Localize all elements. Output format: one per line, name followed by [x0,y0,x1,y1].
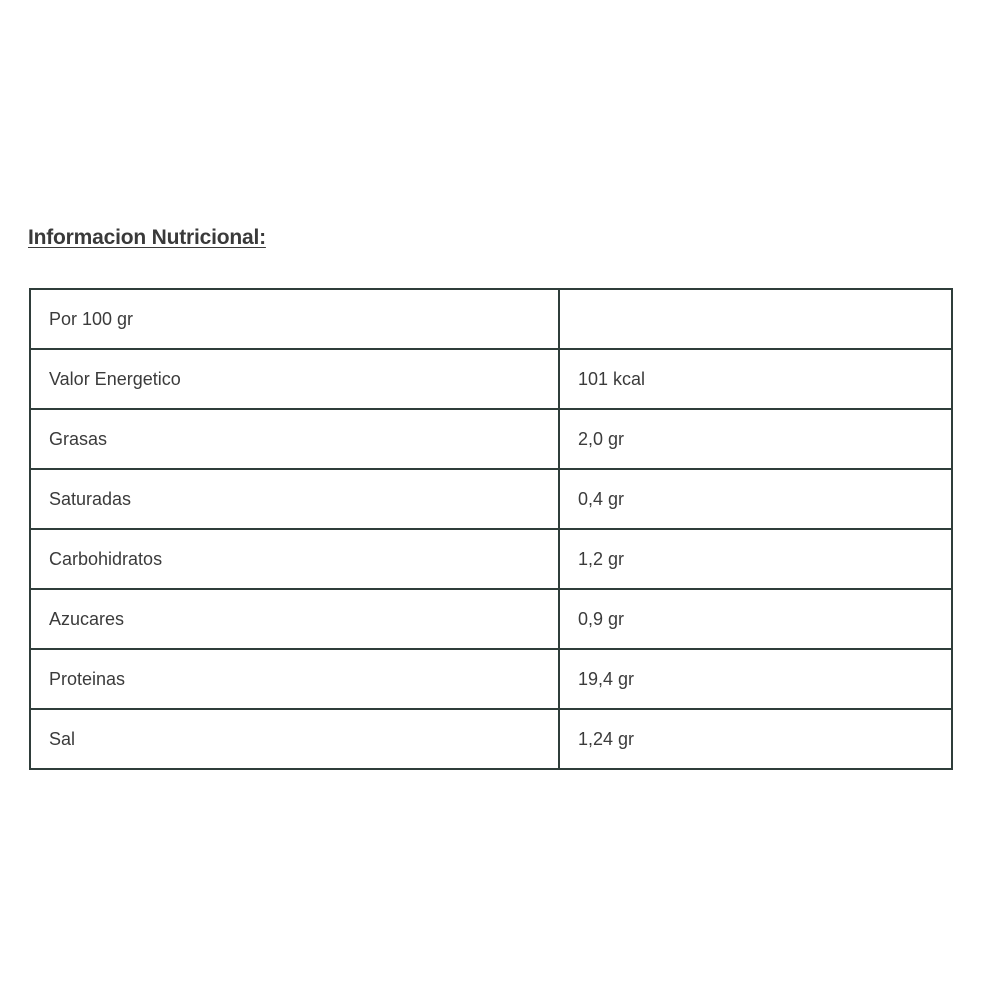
nutrient-label: Valor Energetico [30,349,559,409]
table-row [30,649,952,709]
nutrient-value [559,289,952,349]
nutrient-value: 101 kcal [559,349,952,409]
table-row [30,589,952,649]
nutrient-label: Proteinas [30,649,559,709]
nutrient-label: Por 100 gr [30,289,559,349]
table-row [30,529,952,589]
table-row [30,709,952,769]
nutrient-value: 1,2 gr [559,529,952,589]
table-row [30,409,952,469]
table-row [30,469,952,529]
nutrient-value: 0,9 gr [559,589,952,649]
table-row [30,289,952,349]
nutrient-value: 1,24 gr [559,709,952,769]
nutrient-value: 2,0 gr [559,409,952,469]
nutrient-value: 19,4 gr [559,649,952,709]
nutrient-label: Grasas [30,409,559,469]
nutrient-label: Saturadas [30,469,559,529]
nutrition-heading: Informacion Nutricional: [28,226,266,249]
nutrient-value: 0,4 gr [559,469,952,529]
nutrient-label: Carbohidratos [30,529,559,589]
table-row [30,349,952,409]
nutrient-label: Sal [30,709,559,769]
nutrient-label: Azucares [30,589,559,649]
nutrition-table [29,288,953,770]
